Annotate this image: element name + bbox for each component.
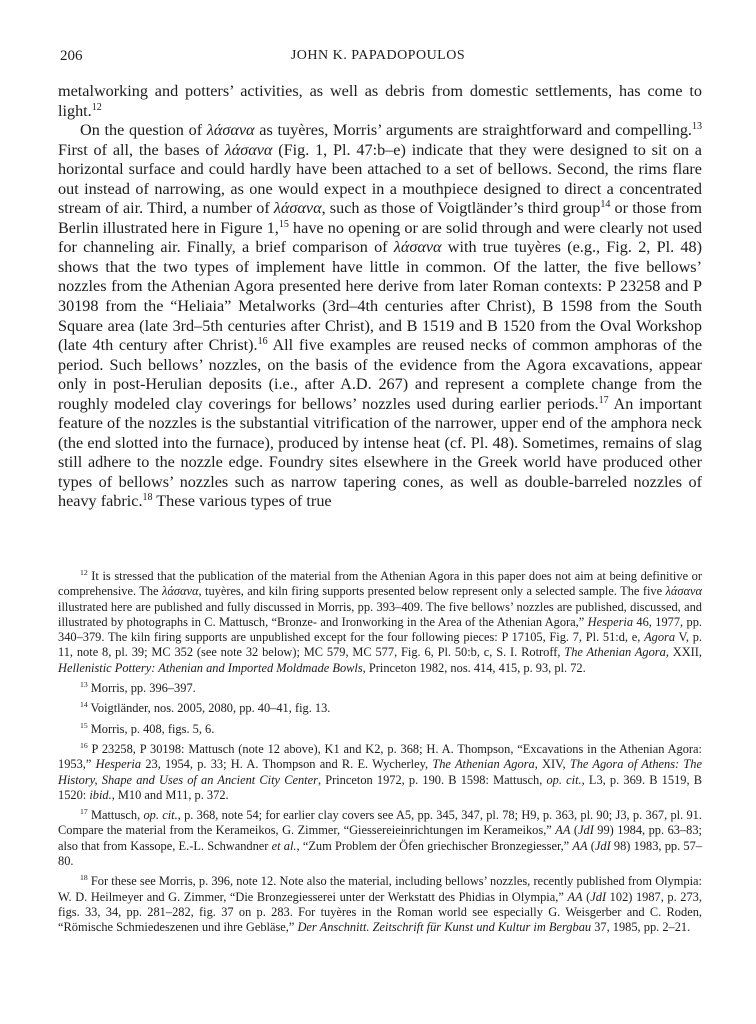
italic-text: AA [555,823,571,838]
text-run: 37, 1985, pp. 2–21. [591,920,691,935]
italic-text: λάσανα [224,140,273,159]
text-run: have no opening or are solid through and were clearly not used for channeling air. Finally, a brief comparison of [58,218,702,257]
text-run: , M10 and M11, p. 372. [111,787,229,802]
body-text [58,82,702,512]
italic-text: Der Anschnitt. Zeitschrift für Kunst und Kultur im Bergbau [297,920,592,935]
footnote-ref: 13 [691,120,702,132]
italic-text: λάσανα [273,199,322,218]
footnote-ref: 14 [80,700,88,710]
footnote-ref: 13 [80,680,88,690]
italic-text: JdI [590,889,607,904]
text-run: , Princeton 1972, p. 190. B 1598: Mattusch, [317,772,547,787]
footnote-18 [58,874,702,935]
footnote-17 [58,808,702,869]
footnote-ref: 15 [278,218,289,230]
italic-text: et al. [271,838,297,853]
italic-text: Agora [644,630,676,645]
paragraph-continued [58,82,702,121]
footnote-ref: 16 [257,335,268,347]
footnotes [58,569,702,936]
footnote-ref: 17 [80,807,88,817]
text-run: , XXII, [665,645,702,660]
text-run: It is stressed that the publication of the material from the Athenian Agora in this paper does not aim at being definitive or comprehensive. The [58,569,702,599]
italic-text: Hellenistic Pottery: Athenian and Imported Moldmade Bowls [58,660,363,675]
italic-text: ibid. [89,787,112,802]
italic-text: λάσανα [206,121,255,140]
italic-text: The Agora of Athens: The History, Shape and Uses of an Ancient City Center [58,757,702,787]
footnote-14 [58,701,702,716]
italic-text: op. cit. [546,772,582,787]
text-run: All five examples are reused necks of common amphoras of the period. Such bellows’ nozzles, on the basis of the evidence from the Agora excavations, appear only in post-Herulian deposits (i.e., after A.D. 267) and represent a complete change from the roughly modeled clay coverings for bellows’ nozzles used during earlier periods. [58,336,703,413]
italic-text: Hesperia [587,614,634,629]
text-run: For these see Morris, p. 396, note 12. Note also the material, including bellows’ nozzles, recently published from Olympia: W. D. Heilmeyer and G. Zimmer, “Die Bronzegiesserei unter der Werkstatt des Phidias in Olympia,” [58,874,702,904]
footnote-ref: 17 [598,394,609,406]
italic-text: Hesperia [95,757,142,772]
text-run: , L3, p. 369. B 1519, B 1520: [58,772,702,802]
footnote-ref: 12 [80,568,88,578]
text-run: (Fig. 1, Pl. 47:b–e) indicate that they were designed to sit on a horizontal surface and could hardly have been attached to a set of bellows. Second, the rims flare out instead of narrowing, as one would expect in a mouthpiece designed to direct a concentrated stream of air. Third, a number of [58,140,702,218]
text-run: with true tuyères (e.g., Fig. 2, Pl. 48) shows that the two types of implement have little in common. Of the latter, the five bellows’ nozzles from the Athenian Agora presented here derive from later Roman contexts: P 23258 and P 30198 from the “Heliaia” Metalworks (3rd–4th centuries after Christ), B 1598 from the South Square area (late 3rd–5th centuries after Christ), and B 1519 and B 1520 from the Oval Workshop (late 4th century after Christ). [58,238,702,355]
paragraph-text: metalworking and potters’ activities, as well as debris from domestic settlements, has come to light. [58,82,702,120]
text-run: Mattusch, [87,808,144,823]
italic-text: The Athenian Agora [564,645,666,660]
footnote-16 [58,742,702,803]
footnote-ref: 18 [80,873,88,883]
text-run: 102) 1987, p. 273, figs. 33, 34, pp. 281–282, fig. 37 on p. 283. For tuyères in the Roman world see especially G. Weisgerber and C. Roden, “Römische Schmiedeszenen und ihre Gebläse,” [58,889,702,935]
text-run: 46, 1977, pp. 340–379. The kiln firing supports are unpublished except for the four following pieces: P 17105, Fig. 7, Pl. 51:d, e, [58,614,702,645]
italic-text: AA [567,889,583,904]
italic-text: op. cit. [143,808,178,823]
text-run: 98) 1983, pp. 57–80. [58,838,702,869]
footnote-ref: 12 [91,101,102,113]
text-run: , p. 368, note 54; for earlier clay covers see A5, pp. 345, 347, pl. 78; H9, p. 363, pl. 90; J3, p. 367, pl. 91. Compare the material from the Kerameikos, G. Zimmer, “Giessereieinrichtungen im Kerameikos,” [58,808,702,838]
text-run: First of all, the bases of [58,140,225,159]
footnote-12 [58,569,702,676]
paragraph [58,121,702,512]
text-run: or those from Berlin illustrated here in Figure 1, [58,199,702,237]
text-run: , such as those of Voigtländer’s third group [321,199,601,218]
footnote-13 [58,681,702,696]
text-run: These various types of true [152,492,332,511]
italic-text: AA [572,838,588,853]
page-number: 206 [60,48,83,64]
italic-text: JdI [578,823,594,838]
italic-text: The Athenian Agora [432,757,535,772]
text-run: Voigtländer, nos. 2005, 2080, pp. 40–41, fig. 13. [87,701,331,716]
text-run: An important feature of the nozzles is the substantial vitrification of the narrower, upper end of the amphora neck (the end slotted into the furnace), produced by intense heat (cf. Pl. 48). Sometimes, remains of slag still adhere to the nozzle edge. Foundry sites elsewhere in the Greek world have produced other types of bellows’ nozzles such as narrow tapering cones, as well as double-barreled nozzles of heavy fabric. [58,394,702,511]
text-run: On the question of [80,121,207,140]
text-run: , Princeton 1982, nos. 414, 415, p. 93, pl. 72. [362,660,586,675]
text-run: ( [570,823,578,838]
footnote-ref: 15 [80,720,88,730]
text-run: as tuyères, Morris’ arguments are straightforward and compelling. [254,121,692,140]
text-run: Morris, pp. 396–397. [87,681,196,696]
footnote-ref: 16 [80,741,88,751]
running-head: JOHN K. PAPADOPOULOS [290,48,466,63]
page-header [60,48,696,72]
text-run: , XIV, [534,757,570,772]
italic-text: λάσανα [665,584,702,599]
italic-text: JdI [594,838,611,853]
footnote-15 [58,722,702,737]
text-run: , “Zum Problem der Öfen griechischer Bronzegiesser,” [296,838,573,853]
text-run: 99) 1984, pp. 63–83; also that from Kassope, E.-L. Schwandner [58,823,702,853]
text-run: 23, 1954, p. 33; H. A. Thompson and R. E. Wycherley, [141,757,433,772]
text-run: V, p. 11, note 8, pl. 39; MC 352 (see note 32 below); MC 579, MC 577, Fig. 6, Pl. 50:b, c, S. I. Rotroff, [58,630,702,660]
text-run: Morris, p. 408, figs. 5, 6. [87,721,215,736]
footnote-ref: 18 [142,492,153,504]
text-run: illustrated here are published and fully discussed in Morris, pp. 393–409. The five bellows’ nozzles are published, discussed, and illustrated by photographs in C. Mattusch, “Bronze- and Ironworking in the Area of the Athenian Agora,” [58,599,702,629]
text-run: ( [582,889,591,904]
text-run: , tuyères, and kiln firing supports presented below represent only a selected sample. The five [198,584,666,599]
italic-text: λάσανα [393,238,442,257]
italic-text: λάσανα [161,584,199,599]
text-run: P 23258, P 30198: Mattusch (note 12 above), K1 and K2, p. 368; H. A. Thompson, “Excavations in the Athenian Agora: 1953,” [58,741,702,772]
footnote-ref: 14 [600,199,611,211]
text-run: ( [587,838,595,853]
